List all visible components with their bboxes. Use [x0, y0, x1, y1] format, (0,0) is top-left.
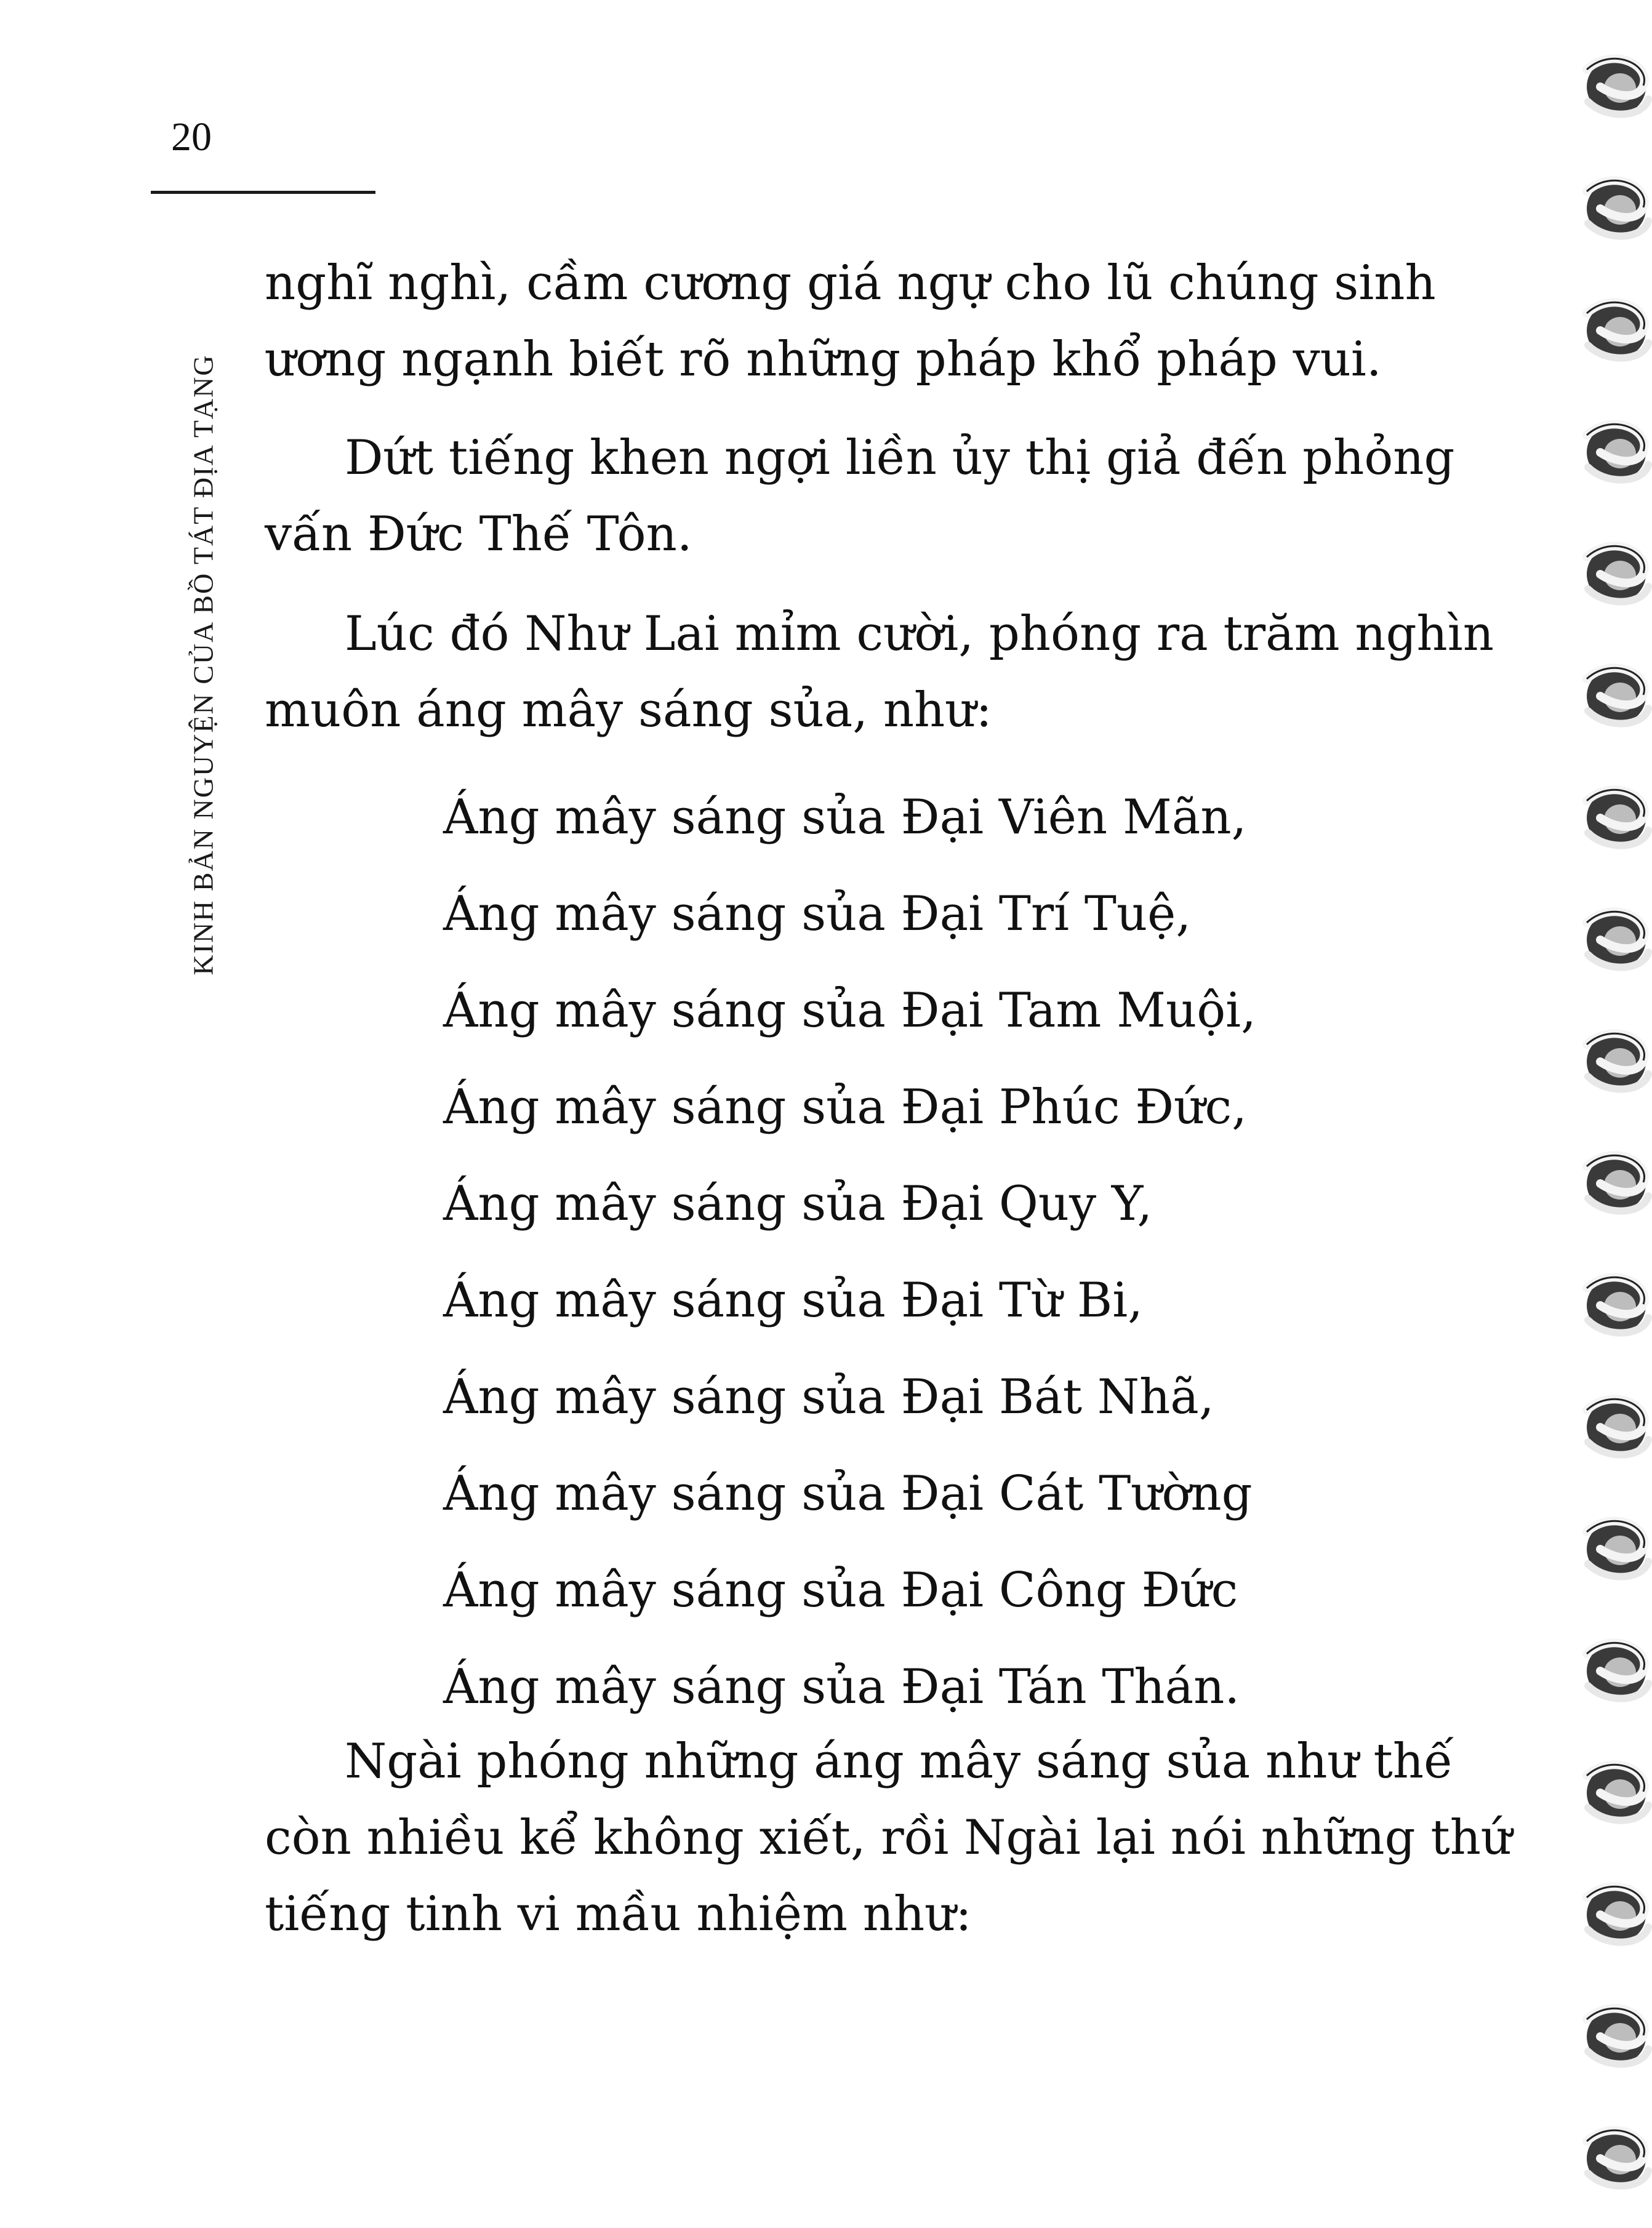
- invocation-line: Áng mây sáng sủa Đại Trí Tuệ,: [443, 886, 1192, 942]
- invocation-line: Áng mây sáng sủa Đại Quy Y,: [443, 1176, 1153, 1232]
- invocation-line: Áng mây sáng sủa Đại Cát Tường: [443, 1466, 1253, 1521]
- invocation-line: Áng mây sáng sủa Đại Phúc Đức,: [443, 1080, 1247, 1135]
- spiral-coil-icon: [1587, 1521, 1648, 1577]
- spiral-binding: [1576, 0, 1652, 2228]
- spiral-coil-icon: [1587, 1886, 1648, 1943]
- paragraph-1-line-2: ương ngạnh biết rõ những pháp khổ pháp vui.: [265, 332, 1382, 387]
- running-title: KINH BẢN NGUYỆN CỦA BỒ TÁT ĐỊA TẠNG: [187, 354, 219, 976]
- spiral-coil-icon: [1587, 180, 1648, 237]
- spiral-coil-icon: [1587, 1643, 1648, 1699]
- spiral-coil-icon: [1587, 424, 1648, 481]
- paragraph-1: [265, 245, 1436, 398]
- spiral-coil-icon: [1587, 2008, 1648, 2065]
- paragraph-2-line-1: Dứt tiếng khen ngợi liền ủy thị giả đến phỏng: [345, 430, 1455, 486]
- paragraph-2: [265, 420, 1455, 572]
- paragraph-3-line-2: muôn áng mây sáng sủa, như:: [265, 683, 992, 738]
- spiral-coil-icon: [1587, 790, 1648, 846]
- spiral-coil-icon: [1587, 668, 1648, 724]
- invocation-line: Áng mây sáng sủa Đại Từ Bi,: [443, 1273, 1143, 1328]
- spiral-coil-icon: [1587, 1399, 1648, 1456]
- paragraph-3-line-1: Lúc đó Như Lai mỉm cười, phóng ra trăm nghìn: [345, 606, 1494, 662]
- invocation-line: Áng mây sáng sủa Đại Công Đức: [443, 1563, 1238, 1618]
- paragraph-5-line-2: còn nhiều kể không xiết, rồi Ngài lại nói những thứ: [265, 1810, 1512, 1865]
- invocation-line: Áng mây sáng sủa Đại Bát Nhã,: [443, 1369, 1214, 1425]
- spiral-coil-icon: [1587, 302, 1648, 359]
- paragraph-3: [265, 596, 1494, 748]
- page-number: 20: [171, 114, 212, 159]
- invocation-line: Áng mây sáng sủa Đại Tam Muội,: [443, 983, 1256, 1038]
- paragraph-5-line-3: tiếng tinh vi mầu nhiệm như:: [265, 1886, 972, 1942]
- header-rule: [151, 191, 375, 194]
- spiral-coil-icon: [1587, 546, 1648, 603]
- spiral-coil-icon: [1587, 1277, 1648, 1334]
- spiral-coil-icon: [1587, 1033, 1648, 1090]
- paragraph-1-line-1: nghĩ nghì, cầm cương giá ngự cho lũ chúng sinh: [265, 255, 1436, 311]
- invocation-line: Áng mây sáng sủa Đại Tán Thán.: [443, 1659, 1240, 1715]
- paragraph-5-line-1: Ngài phóng những áng mây sáng sủa như thế: [345, 1734, 1454, 1789]
- spiral-coil-icon: [1587, 58, 1648, 115]
- paragraph-5: [265, 1723, 1512, 1952]
- spiral-coil-icon: [1587, 1765, 1648, 1821]
- paragraph-2-line-2: vấn Đức Thế Tôn.: [265, 507, 692, 562]
- spiral-coil-icon: [1587, 912, 1648, 968]
- invocation-list: [443, 769, 1256, 1736]
- spiral-coil-icon: [1587, 1155, 1648, 1212]
- invocation-line: Áng mây sáng sủa Đại Viên Mãn,: [443, 790, 1247, 845]
- spiral-coil-icon: [1587, 2130, 1648, 2187]
